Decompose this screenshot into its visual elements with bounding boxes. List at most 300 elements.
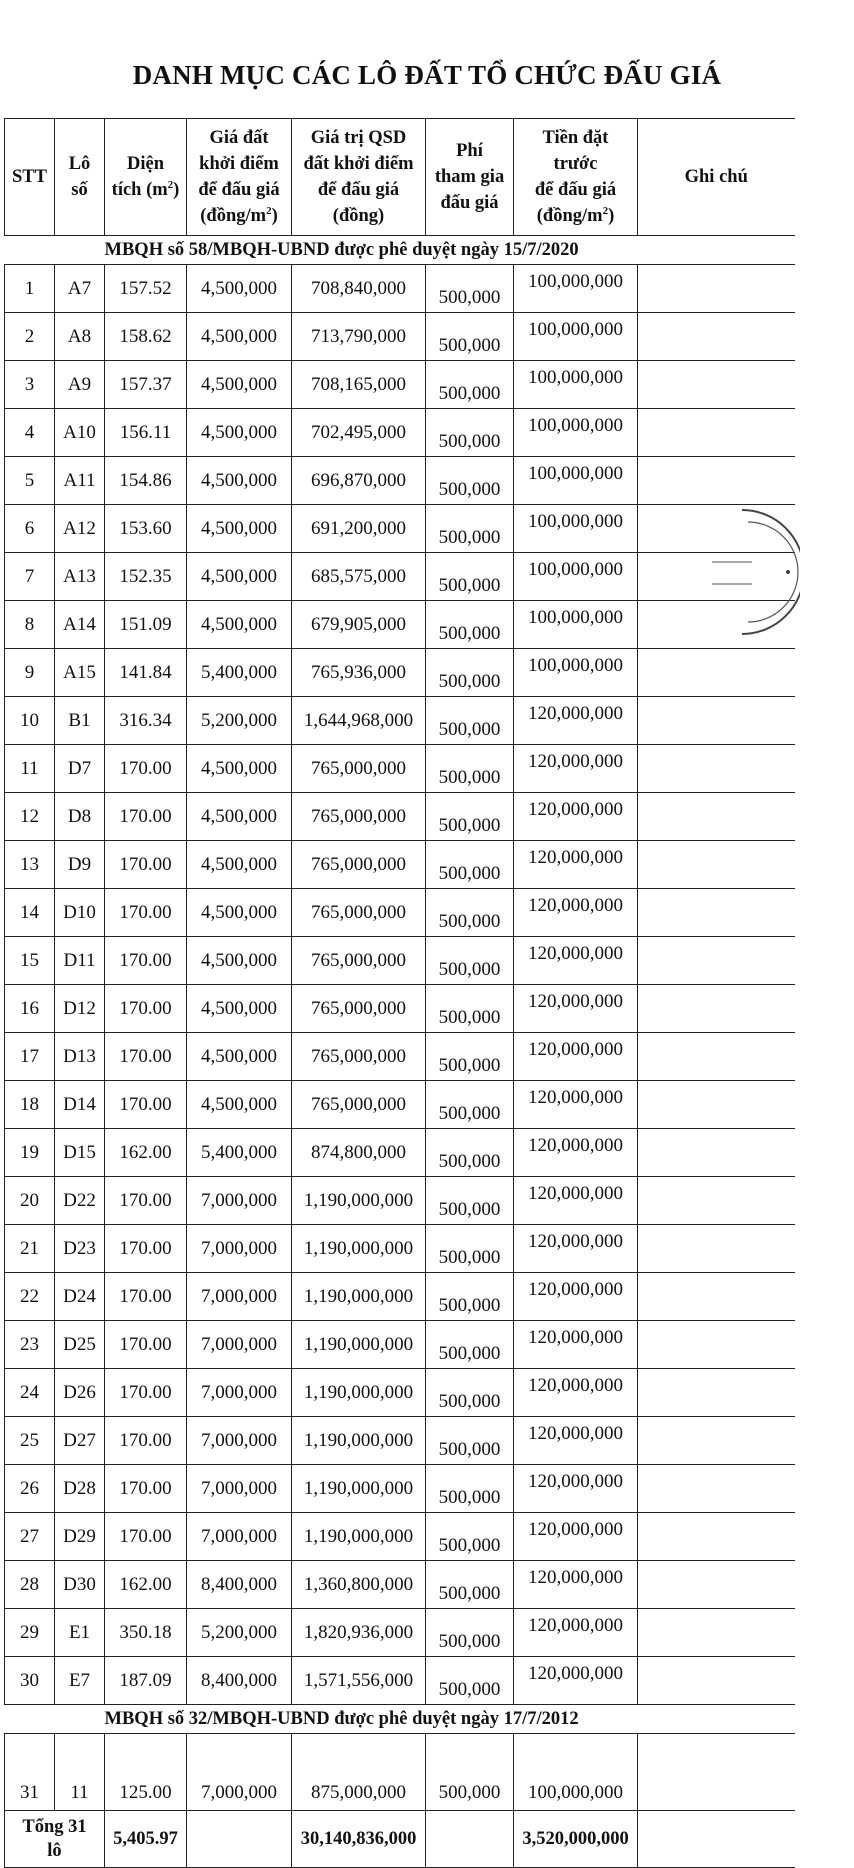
cell-start-price: 4,500,000	[187, 745, 292, 793]
table-row	[5, 1225, 795, 1273]
cell-deposit: 120,000,000	[514, 1225, 638, 1273]
cell-deposit: 120,000,000	[514, 793, 638, 841]
cell-lot: D29	[55, 1513, 105, 1561]
cell-lot: D8	[55, 793, 105, 841]
total-deposit: 3,520,000,000	[514, 1811, 638, 1868]
cell-lot: D7	[55, 745, 105, 793]
cell-stt: 1	[5, 265, 55, 313]
total-empty-fee	[426, 1811, 514, 1868]
cell-stt: 29	[5, 1609, 55, 1657]
cell-fee: 500,000	[426, 361, 514, 409]
cell-area: 170.00	[105, 1225, 187, 1273]
cell-stt: 12	[5, 793, 55, 841]
total-label	[5, 1811, 105, 1868]
cell-fee: 500,000	[426, 1129, 514, 1177]
cell-start-price: 7,000,000	[187, 1177, 292, 1225]
cell-deposit: 100,000,000	[514, 1734, 638, 1811]
cell-start-value: 713,790,000	[292, 313, 426, 361]
cell-deposit: 120,000,000	[514, 889, 638, 937]
table-row	[5, 1129, 795, 1177]
cell-note	[638, 985, 795, 1033]
cell-start-value: 685,575,000	[292, 553, 426, 601]
table-row	[5, 1081, 795, 1129]
cell-lot: A14	[55, 601, 105, 649]
cell-note	[638, 553, 795, 601]
table-row	[5, 1369, 795, 1417]
cell-start-value: 708,840,000	[292, 265, 426, 313]
cell-start-value: 765,000,000	[292, 985, 426, 1033]
cell-lot: E7	[55, 1657, 105, 1705]
cell-note	[638, 1561, 795, 1609]
cell-deposit: 120,000,000	[514, 1465, 638, 1513]
cell-start-value: 765,000,000	[292, 1081, 426, 1129]
cell-start-value: 1,190,000,000	[292, 1177, 426, 1225]
header-lot: Lô số	[55, 119, 105, 236]
cell-fee: 500,000	[426, 1734, 514, 1811]
cell-start-value: 1,190,000,000	[292, 1225, 426, 1273]
cell-start-value: 875,000,000	[292, 1734, 426, 1811]
section-title: MBQH số 32/MBQH-UBND được phê duyệt ngày 17/7/2012	[5, 1705, 795, 1734]
cell-start-price: 4,500,000	[187, 361, 292, 409]
cell-start-value: 1,190,000,000	[292, 1369, 426, 1417]
cell-fee: 500,000	[426, 601, 514, 649]
cell-start-value: 708,165,000	[292, 361, 426, 409]
cell-lot: D23	[55, 1225, 105, 1273]
header-start-price: Giá đất khởi điểm để đấu giá $(đồng/m^2)$	[187, 119, 292, 236]
cell-area: 170.00	[105, 1417, 187, 1465]
cell-fee: 500,000	[426, 1081, 514, 1129]
cell-note	[638, 937, 795, 985]
cell-stt: 14	[5, 889, 55, 937]
cell-start-value: 696,870,000	[292, 457, 426, 505]
cell-note	[638, 313, 795, 361]
cell-fee: 500,000	[426, 1465, 514, 1513]
cell-lot: D28	[55, 1465, 105, 1513]
section-title: MBQH số 58/MBQH-UBND được phê duyệt ngày 15/7/2020	[5, 236, 795, 265]
cell-lot: D27	[55, 1417, 105, 1465]
cell-start-price: 7,000,000	[187, 1734, 292, 1811]
cell-lot: A11	[55, 457, 105, 505]
cell-stt: 23	[5, 1321, 55, 1369]
cell-area: 170.00	[105, 1321, 187, 1369]
cell-start-price: 4,500,000	[187, 265, 292, 313]
cell-deposit: 100,000,000	[514, 553, 638, 601]
cell-area: 170.00	[105, 1513, 187, 1561]
cell-fee: 500,000	[426, 1369, 514, 1417]
cell-fee: 500,000	[426, 745, 514, 793]
cell-start-value: 765,000,000	[292, 841, 426, 889]
cell-area: 170.00	[105, 745, 187, 793]
cell-start-price: 5,200,000	[187, 1609, 292, 1657]
cell-start-price: 4,500,000	[187, 985, 292, 1033]
cell-stt: 30	[5, 1657, 55, 1705]
cell-start-value: 765,936,000	[292, 649, 426, 697]
cell-fee: 500,000	[426, 697, 514, 745]
cell-start-value: 1,190,000,000	[292, 1417, 426, 1465]
cell-area: 170.00	[105, 937, 187, 985]
cell-start-price: 8,400,000	[187, 1561, 292, 1609]
cell-lot: D12	[55, 985, 105, 1033]
cell-start-value: 1,190,000,000	[292, 1321, 426, 1369]
cell-area: 170.00	[105, 1033, 187, 1081]
cell-area: 170.00	[105, 1177, 187, 1225]
total-row	[5, 1811, 795, 1868]
cell-lot: D26	[55, 1369, 105, 1417]
cell-note	[638, 1609, 795, 1657]
auction-lots-table	[4, 118, 795, 1868]
cell-stt: 19	[5, 1129, 55, 1177]
cell-note	[638, 457, 795, 505]
cell-area: 170.00	[105, 1081, 187, 1129]
cell-fee: 500,000	[426, 457, 514, 505]
total-label-line2: lô	[47, 1841, 62, 1861]
cell-area: 170.00	[105, 1369, 187, 1417]
cell-stt: 27	[5, 1513, 55, 1561]
cell-deposit: 100,000,000	[514, 265, 638, 313]
header-area: Diện tích $(m^2)$	[105, 119, 187, 236]
cell-note	[638, 1177, 795, 1225]
table-row	[5, 1734, 795, 1811]
cell-deposit: 120,000,000	[514, 1033, 638, 1081]
cell-stt: 10	[5, 697, 55, 745]
table-row	[5, 649, 795, 697]
cell-lot: A10	[55, 409, 105, 457]
header-deposit: Tiền đặt trước để đấu giá $(đồng/m^2)$	[514, 119, 638, 236]
table-row	[5, 601, 795, 649]
cell-fee: 500,000	[426, 553, 514, 601]
cell-stt: 2	[5, 313, 55, 361]
cell-start-value: 1,190,000,000	[292, 1273, 426, 1321]
total-note	[638, 1811, 795, 1868]
cell-fee: 500,000	[426, 1033, 514, 1081]
cell-fee: 500,000	[426, 1657, 514, 1705]
header-stt: STT	[5, 119, 55, 236]
cell-stt: 9	[5, 649, 55, 697]
header-note: Ghi chú	[638, 119, 795, 236]
cell-lot: D13	[55, 1033, 105, 1081]
table-row	[5, 1561, 795, 1609]
cell-lot: D15	[55, 1129, 105, 1177]
cell-fee: 500,000	[426, 1513, 514, 1561]
cell-note	[638, 1513, 795, 1561]
cell-start-value: 765,000,000	[292, 745, 426, 793]
cell-fee: 500,000	[426, 1225, 514, 1273]
cell-start-value: 765,000,000	[292, 889, 426, 937]
cell-start-price: 4,500,000	[187, 1033, 292, 1081]
cell-lot: D22	[55, 1177, 105, 1225]
cell-note	[638, 505, 795, 553]
table-row	[5, 1273, 795, 1321]
cell-fee: 500,000	[426, 1321, 514, 1369]
document-title: DANH MỤC CÁC LÔ ĐẤT TỔ CHỨC ĐẤU GIÁ	[132, 60, 722, 90]
cell-start-price: 4,500,000	[187, 505, 292, 553]
cell-start-value: 765,000,000	[292, 1033, 426, 1081]
cell-area: 170.00	[105, 841, 187, 889]
cell-stt: 13	[5, 841, 55, 889]
total-area: 5,405.97	[105, 1811, 187, 1868]
table-row	[5, 1657, 795, 1705]
cell-stt: 7	[5, 553, 55, 601]
cell-stt: 24	[5, 1369, 55, 1417]
cell-area: 141.84	[105, 649, 187, 697]
cell-deposit: 100,000,000	[514, 361, 638, 409]
cell-fee: 500,000	[426, 313, 514, 361]
cell-start-price: 5,400,000	[187, 1129, 292, 1177]
cell-stt: 31	[5, 1734, 55, 1811]
cell-note	[638, 1081, 795, 1129]
table-row	[5, 313, 795, 361]
cell-lot: A9	[55, 361, 105, 409]
table-row	[5, 697, 795, 745]
cell-note	[638, 841, 795, 889]
cell-start-value: 1,190,000,000	[292, 1465, 426, 1513]
cell-start-price: 7,000,000	[187, 1321, 292, 1369]
cell-start-price: 5,400,000	[187, 649, 292, 697]
cell-lot: A15	[55, 649, 105, 697]
cell-fee: 500,000	[426, 1177, 514, 1225]
cell-lot: A12	[55, 505, 105, 553]
cell-fee: 500,000	[426, 889, 514, 937]
cell-start-value: 1,190,000,000	[292, 1513, 426, 1561]
cell-start-value: 702,495,000	[292, 409, 426, 457]
cell-deposit: 120,000,000	[514, 1657, 638, 1705]
cell-deposit: 120,000,000	[514, 841, 638, 889]
cell-lot: A13	[55, 553, 105, 601]
cell-start-value: 1,360,800,000	[292, 1561, 426, 1609]
cell-stt: 4	[5, 409, 55, 457]
cell-note	[638, 745, 795, 793]
cell-start-price: 4,500,000	[187, 601, 292, 649]
cell-start-price: 4,500,000	[187, 841, 292, 889]
cell-area: 162.00	[105, 1561, 187, 1609]
cell-start-value: 874,800,000	[292, 1129, 426, 1177]
cell-fee: 500,000	[426, 937, 514, 985]
table-row	[5, 841, 795, 889]
cell-area: 350.18	[105, 1609, 187, 1657]
table-row	[5, 889, 795, 937]
cell-deposit: 120,000,000	[514, 1129, 638, 1177]
cell-deposit: 100,000,000	[514, 601, 638, 649]
total-empty-price	[187, 1811, 292, 1868]
cell-area: 170.00	[105, 793, 187, 841]
table-row	[5, 553, 795, 601]
cell-note	[638, 265, 795, 313]
cell-start-price: 4,500,000	[187, 409, 292, 457]
cell-note	[638, 697, 795, 745]
cell-deposit: 120,000,000	[514, 1561, 638, 1609]
cell-start-price: 7,000,000	[187, 1225, 292, 1273]
cell-start-value: 679,905,000	[292, 601, 426, 649]
cell-area: 170.00	[105, 889, 187, 937]
header-fee: Phí tham gia đấu giá	[426, 119, 514, 236]
cell-deposit: 120,000,000	[514, 1369, 638, 1417]
cell-area: 157.52	[105, 265, 187, 313]
cell-stt: 16	[5, 985, 55, 1033]
cell-start-price: 7,000,000	[187, 1369, 292, 1417]
cell-note	[638, 889, 795, 937]
cell-deposit: 100,000,000	[514, 505, 638, 553]
table-row	[5, 409, 795, 457]
table-row	[5, 1609, 795, 1657]
cell-start-price: 4,500,000	[187, 553, 292, 601]
cell-deposit: 100,000,000	[514, 457, 638, 505]
cell-note	[638, 1321, 795, 1369]
cell-note	[638, 361, 795, 409]
cell-area: 151.09	[105, 601, 187, 649]
cell-note	[638, 649, 795, 697]
cell-lot: D9	[55, 841, 105, 889]
cell-fee: 500,000	[426, 1609, 514, 1657]
cell-area: 170.00	[105, 985, 187, 1033]
cell-deposit: 120,000,000	[514, 1513, 638, 1561]
cell-lot: D10	[55, 889, 105, 937]
section-row	[5, 1705, 795, 1734]
cell-area: 154.86	[105, 457, 187, 505]
header-row	[5, 119, 795, 236]
cell-start-price: 4,500,000	[187, 1081, 292, 1129]
cell-start-price: 4,500,000	[187, 457, 292, 505]
cell-fee: 500,000	[426, 793, 514, 841]
cell-deposit: 100,000,000	[514, 409, 638, 457]
cell-area: 153.60	[105, 505, 187, 553]
header-start-value: Giá trị QSD đất khởi điểm để đấu giá (đồng)	[292, 119, 426, 236]
table-row	[5, 457, 795, 505]
cell-stt: 6	[5, 505, 55, 553]
cell-start-value: 765,000,000	[292, 793, 426, 841]
cell-lot: E1	[55, 1609, 105, 1657]
cell-lot: B1	[55, 697, 105, 745]
cell-stt: 20	[5, 1177, 55, 1225]
cell-stt: 18	[5, 1081, 55, 1129]
cell-start-value: 765,000,000	[292, 937, 426, 985]
cell-lot: A8	[55, 313, 105, 361]
table-row	[5, 505, 795, 553]
cell-start-price: 7,000,000	[187, 1273, 292, 1321]
table-row	[5, 265, 795, 313]
cell-fee: 500,000	[426, 649, 514, 697]
cell-note	[638, 1417, 795, 1465]
cell-area: 158.62	[105, 313, 187, 361]
cell-fee: 500,000	[426, 265, 514, 313]
cell-stt: 22	[5, 1273, 55, 1321]
cell-fee: 500,000	[426, 1561, 514, 1609]
cell-start-price: 8,400,000	[187, 1657, 292, 1705]
cell-lot: D14	[55, 1081, 105, 1129]
cell-deposit: 120,000,000	[514, 1417, 638, 1465]
cell-start-price: 4,500,000	[187, 793, 292, 841]
cell-fee: 500,000	[426, 841, 514, 889]
cell-note	[638, 1657, 795, 1705]
cell-lot: D25	[55, 1321, 105, 1369]
cell-deposit: 120,000,000	[514, 985, 638, 1033]
cell-start-price: 7,000,000	[187, 1417, 292, 1465]
table-row	[5, 985, 795, 1033]
cell-lot: 11	[55, 1734, 105, 1811]
total-value: 30,140,836,000	[292, 1811, 426, 1868]
cell-stt: 8	[5, 601, 55, 649]
cell-note	[638, 1734, 795, 1811]
cell-note	[638, 793, 795, 841]
cell-stt: 26	[5, 1465, 55, 1513]
cell-deposit: 100,000,000	[514, 313, 638, 361]
cell-area: 162.00	[105, 1129, 187, 1177]
cell-note	[638, 1273, 795, 1321]
cell-deposit: 120,000,000	[514, 937, 638, 985]
total-label-line1: Tổng 31	[22, 1817, 87, 1837]
cell-deposit: 120,000,000	[514, 1609, 638, 1657]
cell-area: 152.35	[105, 553, 187, 601]
cell-start-value: 691,200,000	[292, 505, 426, 553]
cell-note	[638, 1225, 795, 1273]
cell-area: 316.34	[105, 697, 187, 745]
cell-deposit: 120,000,000	[514, 1273, 638, 1321]
cell-deposit: 120,000,000	[514, 745, 638, 793]
cell-lot: D24	[55, 1273, 105, 1321]
table-row	[5, 1417, 795, 1465]
cell-start-value: 1,571,556,000	[292, 1657, 426, 1705]
cell-stt: 25	[5, 1417, 55, 1465]
cell-start-price: 7,000,000	[187, 1513, 292, 1561]
table-row	[5, 1033, 795, 1081]
cell-area: 157.37	[105, 361, 187, 409]
cell-note	[638, 409, 795, 457]
cell-lot: D30	[55, 1561, 105, 1609]
cell-deposit: 120,000,000	[514, 697, 638, 745]
cell-fee: 500,000	[426, 409, 514, 457]
section-row	[5, 236, 795, 265]
cell-stt: 11	[5, 745, 55, 793]
cell-area: 156.11	[105, 409, 187, 457]
table-row	[5, 1177, 795, 1225]
cell-note	[638, 1369, 795, 1417]
cell-deposit: 120,000,000	[514, 1177, 638, 1225]
cell-start-price: 4,500,000	[187, 313, 292, 361]
cell-lot: D11	[55, 937, 105, 985]
cell-note	[638, 1465, 795, 1513]
cell-start-price: 4,500,000	[187, 937, 292, 985]
cell-stt: 21	[5, 1225, 55, 1273]
cell-note	[638, 601, 795, 649]
cell-deposit: 100,000,000	[514, 649, 638, 697]
cell-start-value: 1,644,968,000	[292, 697, 426, 745]
cell-start-price: 7,000,000	[187, 1465, 292, 1513]
table-row	[5, 1513, 795, 1561]
table-row	[5, 793, 795, 841]
cell-area: 170.00	[105, 1465, 187, 1513]
cell-stt: 3	[5, 361, 55, 409]
cell-fee: 500,000	[426, 985, 514, 1033]
cell-start-price: 5,200,000	[187, 697, 292, 745]
cell-note	[638, 1129, 795, 1177]
table-row	[5, 937, 795, 985]
cell-start-price: 4,500,000	[187, 889, 292, 937]
cell-start-value: 1,820,936,000	[292, 1609, 426, 1657]
cell-fee: 500,000	[426, 1417, 514, 1465]
table-row	[5, 1465, 795, 1513]
cell-area: 170.00	[105, 1273, 187, 1321]
cell-stt: 28	[5, 1561, 55, 1609]
cell-stt: 17	[5, 1033, 55, 1081]
cell-stt: 5	[5, 457, 55, 505]
cell-note	[638, 1033, 795, 1081]
cell-area: 125.00	[105, 1734, 187, 1811]
cell-fee: 500,000	[426, 505, 514, 553]
cell-stt: 15	[5, 937, 55, 985]
table-row	[5, 1321, 795, 1369]
cell-deposit: 120,000,000	[514, 1321, 638, 1369]
cell-area: 187.09	[105, 1657, 187, 1705]
cell-lot: A7	[55, 265, 105, 313]
